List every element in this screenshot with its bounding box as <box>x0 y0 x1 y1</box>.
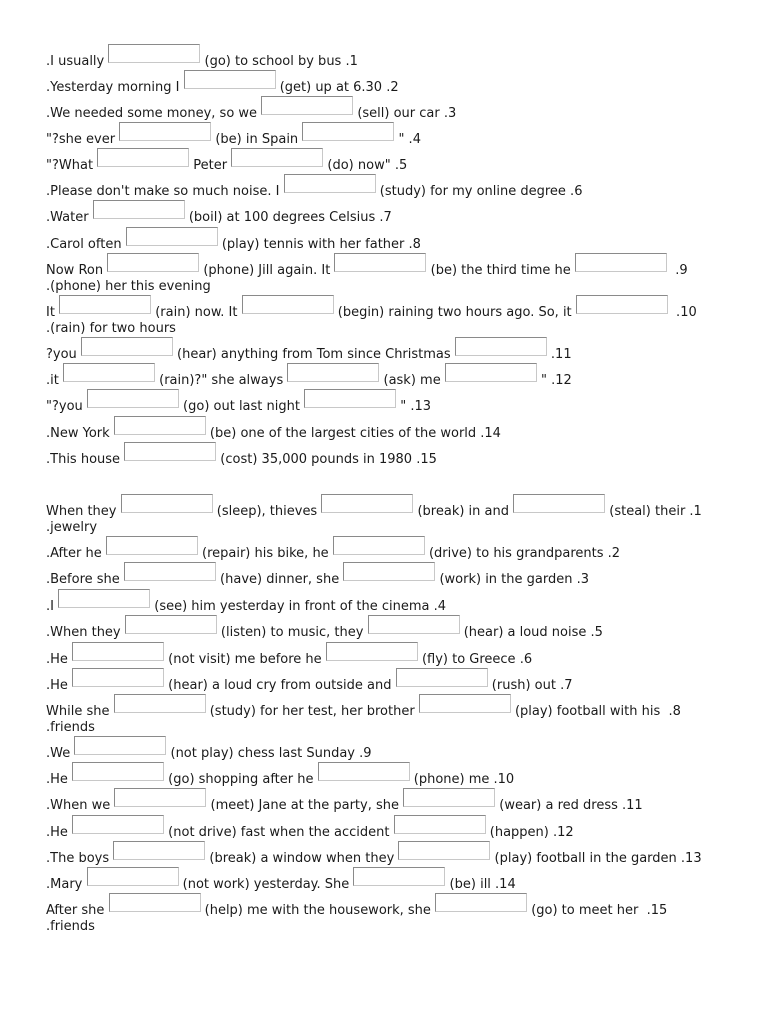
sentence-text: (fly) to Greece .6 <box>417 652 533 667</box>
sentence-text: .We <box>46 746 75 761</box>
answer-input-section2-5-1[interactable] <box>125 615 217 634</box>
sentence-text: Now Ron <box>46 263 108 278</box>
answer-input-section2-1-3[interactable] <box>513 494 605 513</box>
answer-input-section2-9-1[interactable] <box>74 736 166 755</box>
answer-input-section1-6-1[interactable] <box>284 174 376 193</box>
sentence-text: (happen) .12 <box>485 825 574 840</box>
sentence-text: (boil) at 100 degrees Celsius .7 <box>184 210 392 225</box>
sentence-text: .Mary <box>46 877 87 892</box>
sentence-text: (break) in and <box>413 504 514 519</box>
answer-input-section2-2-1[interactable] <box>106 536 198 555</box>
sentence-text: While she <box>46 704 114 719</box>
sentence-text: .When they <box>46 625 125 640</box>
answer-input-section2-5-2[interactable] <box>368 615 460 634</box>
sentence-text: .He <box>46 652 73 667</box>
answer-input-section2-13-2[interactable] <box>398 841 490 860</box>
sentence-continuation: .(phone) her this evening <box>46 279 211 294</box>
sentence-text: .After he <box>46 546 106 561</box>
sentence-text: (hear) a loud noise .5 <box>459 625 603 640</box>
answer-input-section2-11-1[interactable] <box>114 788 206 807</box>
sentence-text: (phone) Jill again. It <box>199 263 335 278</box>
answer-input-section1-14-1[interactable] <box>114 416 206 435</box>
answer-input-section1-4-2[interactable] <box>302 122 394 141</box>
answer-input-section2-3-1[interactable] <box>124 562 216 581</box>
answer-input-section2-14-2[interactable] <box>353 867 445 886</box>
answer-input-section1-9-3[interactable] <box>575 253 667 272</box>
sentence-text: .Carol often <box>46 237 126 252</box>
sentence-text: (hear) anything from Tom since Christmas <box>172 347 455 362</box>
sentence-text: (get) up at 6.30 .2 <box>275 80 399 95</box>
sentence-text: .He <box>46 678 73 693</box>
sentence-text: (work) in the garden .3 <box>435 572 590 587</box>
sentence-text: (rush) out .7 <box>487 678 573 693</box>
sentence-text: (meet) Jane at the party, she <box>206 798 404 813</box>
sentence-text: .Yesterday morning I <box>46 80 184 95</box>
answer-input-section1-12-1[interactable] <box>63 363 155 382</box>
sentence-text: (sell) our car .3 <box>353 106 457 121</box>
sentence-text: (play) football with his .8 <box>510 704 681 719</box>
sentence-text: (not work) yesterday. She <box>178 877 354 892</box>
sentence-text: (play) football in the garden .13 <box>490 851 702 866</box>
sentence-text: ?you <box>46 347 81 362</box>
sentence-text: (play) tennis with her father .8 <box>217 237 421 252</box>
answer-input-section2-12-1[interactable] <box>72 815 164 834</box>
answer-input-section1-5-2[interactable] <box>231 148 323 167</box>
sentence-text: .Before she <box>46 572 124 587</box>
sentence-text: (rain)?" she always <box>154 373 288 388</box>
answer-input-section1-13-1[interactable] <box>87 389 179 408</box>
sentence-text: (sleep), thieves <box>212 504 322 519</box>
answer-input-section2-8-2[interactable] <box>419 694 511 713</box>
answer-input-section2-4-1[interactable] <box>58 589 150 608</box>
sentence-text: (listen) to music, they <box>216 625 368 640</box>
sentence-text: (study) for her test, her brother <box>205 704 419 719</box>
sentence-text: (drive) to his grandparents .2 <box>424 546 621 561</box>
sentence-text: (be) one of the largest cities of the world .14 <box>205 426 501 441</box>
answer-input-section1-8-1[interactable] <box>126 227 218 246</box>
sentence-text: .He <box>46 772 73 787</box>
answer-input-section1-11-2[interactable] <box>455 337 547 356</box>
sentence-text: "?What <box>46 158 98 173</box>
answer-input-section1-10-3[interactable] <box>576 295 668 314</box>
sentence-text: It <box>46 305 60 320</box>
answer-input-section1-4-1[interactable] <box>119 122 211 141</box>
answer-input-section2-15-2[interactable] <box>435 893 527 912</box>
sentence-text: (go) to school by bus .1 <box>200 54 358 69</box>
sentence-text: "?she ever <box>46 132 120 147</box>
answer-input-section1-9-1[interactable] <box>107 253 199 272</box>
answer-input-section1-15-1[interactable] <box>124 442 216 461</box>
sentence-text: (help) me with the housework, she <box>200 903 436 918</box>
sentence-text: .10 <box>667 305 697 320</box>
answer-input-section2-7-1[interactable] <box>72 668 164 687</box>
sentence-text: (wear) a red dress .11 <box>495 798 643 813</box>
sentence-continuation: .(rain) for two hours <box>46 321 176 336</box>
sentence-text: (go) to meet her .15 <box>527 903 668 918</box>
answer-input-section2-7-2[interactable] <box>396 668 488 687</box>
sentence-text: (rain) now. It <box>151 305 242 320</box>
sentence-text: (be) the third time he <box>426 263 575 278</box>
sentence-text: (ask) me <box>379 373 445 388</box>
sentence-text: (cost) 35,000 pounds in 1980 .15 <box>216 452 437 467</box>
answer-input-section2-8-1[interactable] <box>114 694 206 713</box>
answer-input-section1-10-1[interactable] <box>59 295 151 314</box>
sentence-text: (phone) me .10 <box>409 772 515 787</box>
answer-input-section2-10-2[interactable] <box>318 762 410 781</box>
sentence-text: .He <box>46 825 73 840</box>
sentence-text: .The boys <box>46 851 114 866</box>
sentence-text: (be) ill .14 <box>445 877 516 892</box>
sentence-text: (break) a window when they <box>205 851 399 866</box>
sentence-text: " .12 <box>536 373 572 388</box>
answer-input-section1-1-1[interactable] <box>108 44 200 63</box>
answer-input-section2-2-2[interactable] <box>333 536 425 555</box>
answer-input-section2-6-2[interactable] <box>326 642 418 661</box>
answer-input-section2-3-2[interactable] <box>343 562 435 581</box>
sentence-text: (steal) their .1 <box>605 504 702 519</box>
answer-input-section2-13-1[interactable] <box>113 841 205 860</box>
sentence-text: Peter <box>189 158 232 173</box>
sentence-text: When they <box>46 504 121 519</box>
sentence-text: .This house <box>46 452 125 467</box>
sentence-text: .I usually <box>46 54 109 69</box>
sentence-text: After she <box>46 903 109 918</box>
answer-input-section2-15-1[interactable] <box>109 893 201 912</box>
answer-input-section1-12-3[interactable] <box>445 363 537 382</box>
answer-input-section1-2-1[interactable] <box>184 70 276 89</box>
answer-input-section2-12-2[interactable] <box>394 815 486 834</box>
answer-input-section1-5-1[interactable] <box>97 148 189 167</box>
answer-input-section1-9-2[interactable] <box>334 253 426 272</box>
sentence-text: (begin) raining two hours ago. So, it <box>333 305 576 320</box>
sentence-text: .We needed some money, so we <box>46 106 262 121</box>
answer-input-section1-13-2[interactable] <box>304 389 396 408</box>
sentence-text: (see) him yesterday in front of the cinema .4 <box>150 599 446 614</box>
sentence-text: (repair) his bike, he <box>197 546 333 561</box>
sentence-text: (do) now" .5 <box>323 158 408 173</box>
sentence-text: (hear) a loud cry from outside and <box>164 678 396 693</box>
sentence-text: (go) shopping after he <box>164 772 318 787</box>
answer-input-section2-14-1[interactable] <box>87 867 179 886</box>
answer-input-section2-10-1[interactable] <box>72 762 164 781</box>
answer-input-section1-12-2[interactable] <box>287 363 379 382</box>
sentence-text: (not play) chess last Sunday .9 <box>166 746 372 761</box>
sentence-continuation: .jewelry <box>46 520 98 535</box>
sentence-text: .New York <box>46 426 114 441</box>
sentence-text: (be) in Spain <box>211 132 303 147</box>
answer-input-section2-1-2[interactable] <box>321 494 413 513</box>
answer-input-section1-11-1[interactable] <box>81 337 173 356</box>
sentence-text: " .4 <box>394 132 421 147</box>
sentence-text: (not visit) me before he <box>164 652 326 667</box>
sentence-text: .9 <box>666 263 688 278</box>
answer-input-section2-1-1[interactable] <box>121 494 213 513</box>
answer-input-section1-3-1[interactable] <box>261 96 353 115</box>
answer-input-section2-11-2[interactable] <box>403 788 495 807</box>
sentence-text: .Please don't make so much noise. I <box>46 184 284 199</box>
sentence-text: "?you <box>46 399 87 414</box>
answer-input-section2-6-1[interactable] <box>72 642 164 661</box>
sentence-text: (not drive) fast when the accident <box>164 825 394 840</box>
sentence-text: .11 <box>546 347 572 362</box>
sentence-continuation: .friends <box>46 919 95 934</box>
sentence-text: .When we <box>46 798 115 813</box>
sentence-text: .it <box>46 373 63 388</box>
answer-input-section1-7-1[interactable] <box>93 200 185 219</box>
sentence-text: (study) for my online degree .6 <box>375 184 583 199</box>
sentence-text: (have) dinner, she <box>215 572 344 587</box>
sentence-continuation: .friends <box>46 720 95 735</box>
sentence-text: .Water <box>46 210 93 225</box>
answer-input-section1-10-2[interactable] <box>242 295 334 314</box>
sentence-text: " .13 <box>396 399 432 414</box>
sentence-text: (go) out last night <box>178 399 305 414</box>
sentence-text: .I <box>46 599 59 614</box>
